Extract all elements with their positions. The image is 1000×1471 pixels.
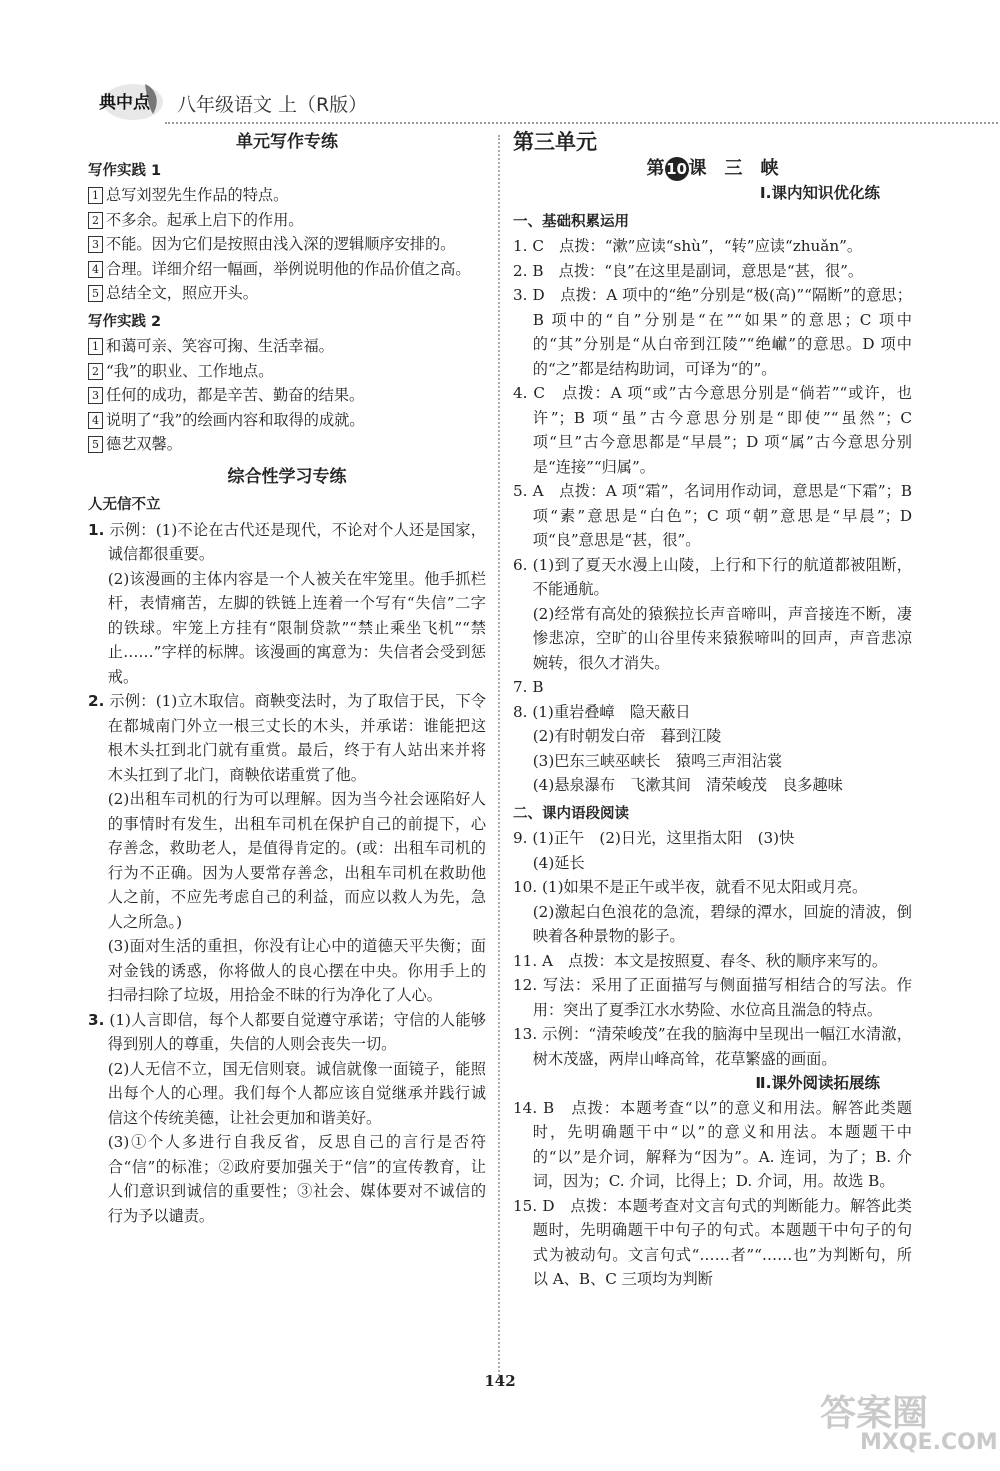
answer-8-part: (4)悬泉瀑布 飞漱其间 清荣峻茂 良多趣味	[532, 776, 843, 794]
answer-1: 1. 示例：(1)不论在古代还是现代，不论对个人还是国家，诚信都很重要。	[88, 520, 486, 563]
number-box-icon: 5	[88, 436, 103, 453]
answer-9: 9. (1)正午 (2)日光，这里指太阳 (3)快	[513, 829, 795, 847]
lesson-number-badge: 10	[665, 157, 689, 181]
answer-4: 4. C 点拨：A 项“或”古今意思分别是“倘若”“或许，也许”；B 项“虽”古今意思分别是“即使”“虽然”；C 项“旦”古今意思都是“早晨”；D 项“属”古今意思分别是“连接”“归属”。	[513, 384, 912, 476]
answer-3-part: (2)人无信不立，国无信则衰。诚信就像一面镜子，能照出每个人的心理。我们每个人都应该自觉继承并践行诚信这个传统美德，让社会更加和谐美好。	[107, 1059, 486, 1127]
answer-8-part: (3)巴东三峡巫峡长 猿鸣三声泪沾裳	[532, 751, 783, 770]
answer-3: 3. (1)人言即信，每个人都要自觉遵守承诺；守信的人能够得到别人的尊重，失信的人则会丧失一切。	[88, 1010, 486, 1053]
answer-15: 15. D 点拨：本题考查对文言句式的判断能力。解答此类题时，先明确题干中句子的句式。本题题干中句子的句式为被动句。文言句式“……者”“……也”为判断句，所以 A、B、C 三项均为判断	[513, 1196, 912, 1288]
right-column	[513, 128, 912, 1292]
practice-1-item: 2 不多余。起承上启下的作用。	[88, 208, 486, 233]
section-title-writing: 单元写作专练	[236, 132, 338, 152]
number-box-icon: 4	[88, 261, 103, 278]
number-box-icon: 5	[88, 285, 103, 302]
section-title-comprehensive: 综合性学习专练	[227, 466, 347, 487]
answer-7: 7. B	[513, 678, 544, 696]
svg-text:典中点: 典中点	[99, 93, 150, 113]
answer-8-part: (2)有时朝发白帝 暮到江陵	[532, 727, 722, 745]
practice-1-title: 写作实践 1	[88, 162, 162, 179]
answer-11: 11. A 点拨：本文是按照夏、春冬、秋的顺序来写的。	[513, 951, 888, 970]
practice-2-item: 5 德艺双馨。	[88, 432, 486, 457]
watermark-logo: 答案圈	[820, 1393, 929, 1434]
column-divider	[498, 135, 500, 1380]
answer-8: 8. (1)重岩叠嶂 隐天蔽日	[513, 702, 691, 721]
practice-1-item: 5 总结全文，照应开头。	[88, 281, 486, 306]
answer-12: 12. 写法：采用了正面描写与侧面描写相结合的写法。作用：突出了夏季江水水势险、水位高且湍急的特点。	[513, 976, 912, 1019]
answer-2: 2. B 点拨：“良”在这里是副词，意思是“甚，很”。	[513, 261, 864, 280]
answer-2-part: (2)出租车司机的行为可以理解。因为当今社会诬陷好人的事情时有发生，出租车司机在保护自己的前提下，心存善念，救助老人，是值得肯定的。(或：出租车司机的行为不正确。因为人要常存善念，出租车司机在救助他人之前，不应先考虑自己的利益，而应以救人为先，急人之所急。)	[107, 790, 486, 931]
watermark-url: MXQE.COM	[860, 1430, 998, 1455]
answer-2: 2. 示例：(1)立木取信。商鞅变法时，为了取信于民，下令在都城南门外立一根三丈长的木头，并承诺：谁能把这根木头扛到北门就有重赏。最后，终于有人站出来并将木头扛到了北门，商鞅依诺重赏了他。	[88, 692, 486, 784]
answer-2-part: (3)面对生活的重担，你没有让心中的道德天平失衡；面对金钱的诱惑，你将做人的良心摆在中央。你用手上的扫帚扫除了垃圾，用拾金不昧的行为净化了人心。	[107, 937, 486, 1004]
answer-1: 1. C 点拨：“漱”应读“shù”，“转”应读“zhuǎn”。	[513, 237, 863, 255]
answer-1-part: (2)该漫画的主体内容是一个人被关在牢笼里。他手抓栏杆，表情痛苦，左脚的铁链上连着一个写有“失信”二字的铁球。牢笼上方挂有“限制贷款”“禁止乘坐飞机”“禁止……”字样的标牌。该漫画的寓意为：失信者会受到惩戒。	[107, 569, 486, 686]
answer-14: 14. B 点拨：本题考查“以”的意义和用法。解答此类题时，先明确题干中“以”的意义和用法。本题题干中的“以”是介词，解释为“因为”。A. 连词，为了；B. 介词，因为；C. 介词，比得上；D. 介词，用。故选 B。	[513, 1098, 912, 1190]
book-logo-icon	[95, 78, 165, 122]
number-box-icon: 1	[88, 338, 103, 355]
answer-3-part: (3)①个人多进行自我反省，反思自己的言行是否符合“信”的标准；②政府要加强关于“信”的宣传教育，让人们意识到诚信的重要性；③社会、媒体要对不诚信的行为予以谴责。	[107, 1133, 486, 1225]
part-title-2: Ⅱ.课外阅读拓展练	[755, 1074, 880, 1092]
number-box-icon: 3	[88, 387, 103, 404]
answer-6: 6. (1)到了夏天水漫上山陵，上行和下行的航道都被阻断，不能通航。	[513, 555, 912, 598]
left-column	[88, 128, 486, 1228]
practice-2-item: 2 “我”的职业、工作地点。	[88, 359, 486, 384]
practice-2-item: 4 说明了“我”的绘画内容和取得的成就。	[88, 408, 486, 433]
page-header	[95, 78, 915, 128]
number-box-icon: 3	[88, 236, 103, 253]
unit-title: 第三单元	[513, 130, 597, 154]
practice-2-item: 3 任何的成功，都是辛苦、勤奋的结果。	[88, 383, 486, 408]
practice-2-title: 写作实践 2	[88, 313, 162, 330]
answer-3: 3. D 点拨：A 项中的“绝”分别是“极(高)”“隔断”的意思；B 项中的“自”分别是“在”“如果”的意思；C 项中的“其”分别是“从白帝到江陵”“绝𪩘”的意思。D 项中的“之”都是结构助词，可译为“的”。	[513, 286, 912, 378]
header-rule	[165, 122, 1000, 124]
page-number: 142	[484, 1372, 516, 1390]
answer-6-part: (2)经常有高处的猿猴拉长声音啼叫，声音接连不断，凄惨悲凉，空旷的山谷里传来猿猴啼叫的回声，声音悲凉婉转，很久才消失。	[532, 604, 912, 672]
practice-1-item: 4 合理。详细介绍一幅画，举例说明他的作品价值之高。	[88, 257, 486, 282]
practice-1-item: 1 总写刘翌先生作品的特点。	[88, 183, 486, 208]
part-title-1: Ⅰ.课内知识优化练	[759, 184, 880, 202]
practice-1-item: 3 不能。因为它们是按照由浅入深的逻辑顺序安排的。	[88, 232, 486, 257]
topic-title: 人无信不立	[88, 497, 161, 513]
subsection-title-2: 二、课内语段阅读	[513, 805, 629, 822]
subsection-title-1: 一、基础积累运用	[513, 213, 629, 230]
answer-10-part: (2)激起白色浪花的急流，碧绿的潭水，回旋的清波，倒映着各种景物的影子。	[532, 902, 912, 945]
number-box-icon: 2	[88, 363, 103, 380]
lesson-title: 第 10课 三 峡	[646, 157, 779, 179]
book-title: 八年级语文 上（R版）	[177, 94, 368, 116]
number-box-icon: 4	[88, 412, 103, 429]
practice-2-item: 1 和蔼可亲、笑容可掬、生活幸福。	[88, 334, 486, 359]
answer-13: 13. 示例：“清荣峻茂”在我的脑海中呈现出一幅江水清澈，树木茂盛，两岸山峰高耸，花草繁盛的画面。	[513, 1025, 912, 1068]
number-box-icon: 1	[88, 187, 103, 204]
answer-9-part: (4)延长	[532, 853, 585, 872]
number-box-icon: 2	[88, 212, 103, 229]
answer-5: 5. A 点拨：A 项“霜”，名词用作动词，意思是“下霜”；B 项“素”意思是“白色”；C 项“朝”意思是“早晨”；D 项“良”意思是“甚，很”。	[513, 482, 912, 549]
answer-10: 10. (1)如果不是正午或半夜，就看不见太阳或月亮。	[513, 878, 868, 896]
